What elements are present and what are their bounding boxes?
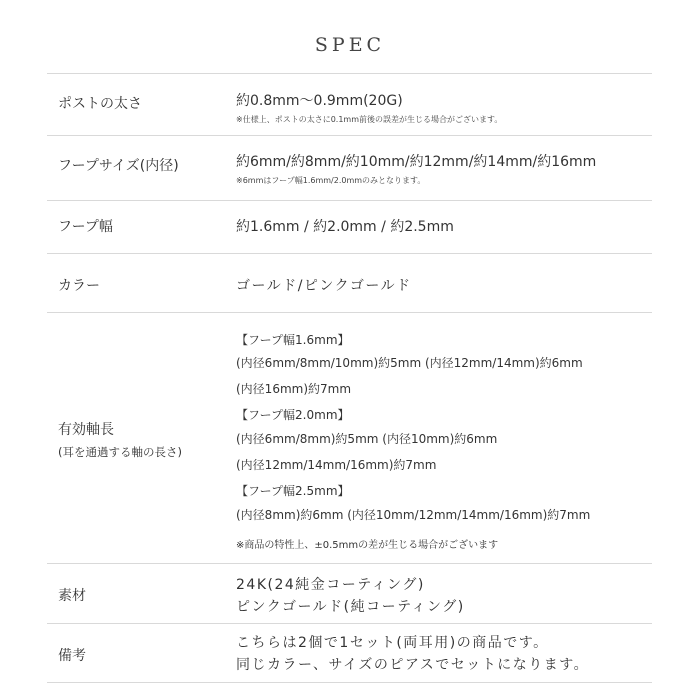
spec-row-material (47, 563, 652, 624)
spec-note-axis: ※商品の特性上、±0.5mmの差が生じる場合がございます (236, 540, 499, 551)
spec-value-hoop-size: 約6mm/約8mm/約10mm/約12mm/約14mm/約16mm (236, 154, 597, 170)
spec-label-remarks: 備考 (58, 648, 86, 664)
spec-value-color: ゴールド/ピンクゴールド (236, 278, 412, 294)
spec-label-post: ポストの太さ (58, 96, 142, 112)
axis-line: 【フープ幅1.6mm】 (236, 333, 350, 347)
spec-label-material: 素材 (58, 588, 86, 604)
spec-value-post: 約0.8mm〜0.9mm(20G) (236, 93, 403, 109)
axis-line: (内径16mm)約7mm (236, 382, 352, 396)
spec-value-remarks-line: こちらは2個で1セット(両耳用)の商品です。 (236, 635, 549, 651)
axis-line: (内径6mm/8mm/10mm)約5mm (内径12mm/14mm)約6mm (236, 356, 583, 370)
spec-row-axis (47, 312, 652, 564)
spec-label-color: カラー (58, 278, 100, 294)
spec-row-remarks (47, 623, 652, 683)
spec-label-hoop-size: フープサイズ(内径) (58, 158, 179, 174)
spec-row-hoop-width (47, 200, 652, 254)
spec-row-post (47, 73, 652, 136)
spec-note-hoop-size: ※6mmはフープ幅1.6mm/2.0mmのみとなります。 (236, 176, 426, 185)
axis-line: (内径12mm/14mm/16mm)約7mm (236, 458, 437, 472)
axis-line: 【フープ幅2.0mm】 (236, 408, 350, 422)
spec-value-material-line: ピンクゴールド(純コーティング) (236, 599, 465, 615)
spec-row-hoop-size (47, 135, 652, 201)
spec-row-color (47, 253, 652, 313)
spec-label-hoop-width: フープ幅 (58, 219, 113, 235)
spec-label-axis: 有効軸長 (58, 422, 114, 438)
axis-line: (内径6mm/8mm)約5mm (内径10mm)約6mm (236, 432, 498, 446)
spec-value-material-line: 24K(24純金コーティング) (236, 577, 425, 593)
spec-sublabel-axis: (耳を通過する軸の長さ) (58, 445, 182, 459)
page-title: SPEC (314, 34, 386, 56)
axis-line: 【フープ幅2.5mm】 (236, 484, 350, 498)
spec-value-remarks-line: 同じカラー、サイズのピアスでセットになります。 (236, 657, 590, 673)
axis-line: (内径8mm)約6mm (内径10mm/12mm/14mm/16mm)約7mm (236, 508, 591, 522)
spec-note-post: ※仕様上、ポストの太さに0.1mm前後の誤差が生じる場合がございます。 (236, 115, 503, 124)
spec-value-hoop-width: 約1.6mm / 約2.0mm / 約2.5mm (236, 219, 454, 235)
